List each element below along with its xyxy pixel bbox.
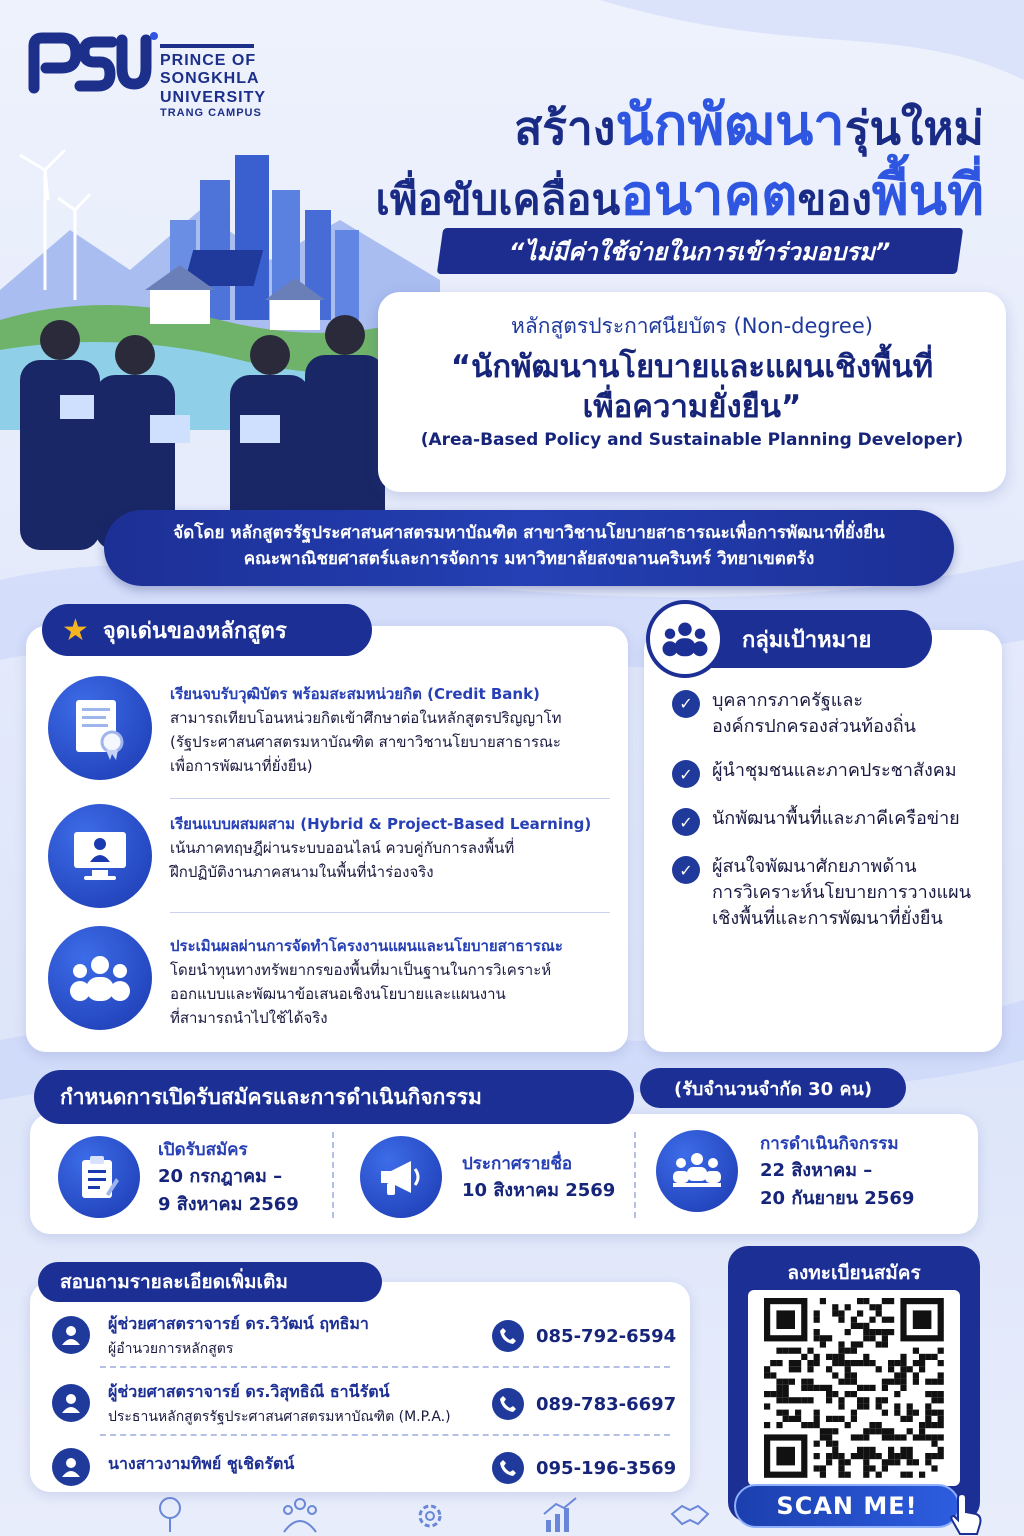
headline-1-highlight: นักพัฒนา — [615, 93, 845, 158]
schedule-2-date-1: 10 สิงหาคม 2569 — [462, 1179, 616, 1201]
phone-icon — [492, 1452, 524, 1484]
check-icon: ✓ — [672, 808, 700, 836]
meeting-icon — [656, 1130, 738, 1212]
target-group-header — [650, 610, 932, 668]
highlight-1-body-2: (รัฐประศาสนศาสตรมหาบัณฑิต สาขาวิชานโยบายสาธารณะ — [170, 733, 561, 751]
schedule-item-3 — [656, 1130, 914, 1213]
contact-title: สอบถามรายละเอียดเพิ่มเติม — [60, 1271, 288, 1293]
schedule-title: กำหนดการเปิดรับสมัครและการดำเนินกิจกรรม — [60, 1084, 482, 1109]
schedule-item-1 — [58, 1136, 299, 1219]
logo-line-1: PRINCE OF — [160, 52, 257, 69]
schedule-item-2 — [360, 1136, 615, 1218]
highlight-2-body-1: เน้นภาคทฤษฎีผ่านระบบออนไลน์ ควบคู่กับการลงพื้นที่ — [170, 839, 515, 857]
schedule-3-date-1: 22 สิงหาคม – — [760, 1160, 873, 1181]
headline-2-highlight-2: พื้นที่ — [871, 163, 984, 228]
contact-1-phone[interactable] — [492, 1320, 676, 1352]
contact-3-phone[interactable] — [492, 1452, 676, 1484]
contact-3-name: นางสาวงามทิพย์ ชูเชิดรัตน์ — [108, 1454, 295, 1473]
target-1-line-1: บุคลากรภาครัฐและ — [712, 690, 864, 711]
university-name — [160, 44, 266, 120]
computer-user-icon — [48, 804, 152, 908]
register-title: ลงทะเบียนสมัคร — [787, 1262, 921, 1284]
highlight-3-title: ประเมินผลผ่านการจัดทำโครงงานแผนและนโยบายสาธารณะ — [170, 937, 563, 955]
highlight-item-2 — [48, 804, 614, 914]
highlights-header — [42, 604, 372, 656]
person-icon — [52, 1384, 90, 1422]
headline-1-post: รุ่นใหม่ — [844, 101, 984, 155]
contact-2-phone[interactable] — [492, 1388, 676, 1420]
highlight-3-body-3: ที่สามารถนำไปใช้ได้จริง — [170, 1009, 328, 1027]
contact-2-role: ประธานหลักสูตรรัฐประศาสนศาสตรมหาบัณฑิต (M.P.A.) — [108, 1409, 451, 1425]
check-icon: ✓ — [672, 856, 700, 884]
certificate-icon — [48, 676, 152, 780]
growth-chart-icon — [540, 1494, 580, 1534]
target-1-line-2: องค์กรปกครองส่วนท้องถิ่น — [712, 716, 916, 738]
separator — [634, 1132, 636, 1218]
course-name-line-2: เพื่อความยั่งยืน” — [582, 389, 802, 426]
course-type: หลักสูตรประกาศนียบัตร (Non-degree) — [511, 314, 873, 338]
headline-2-pre: เพื่อขับเคลื่อน — [375, 175, 621, 224]
highlight-item-3 — [48, 922, 614, 1042]
highlight-2-body-2: ฝึกปฏิบัติงานภาคสนามในพื้นที่นำร่องจริง — [170, 863, 434, 881]
course-info-card — [378, 292, 1006, 492]
target-item-1 — [672, 688, 992, 740]
divider — [170, 798, 610, 799]
logo-line-3: UNIVERSITY — [160, 88, 267, 106]
target-item-2 — [672, 758, 992, 788]
highlight-1-body-3: เพื่อการพัฒนาที่ยั่งยืน) — [170, 757, 313, 775]
target-4-line-1: ผู้สนใจพัฒนาศักยภาพด้าน — [712, 856, 917, 878]
course-name-line-1: “นักพัฒนานโยบายและแผนเชิงพื้นที่ — [450, 349, 934, 385]
scan-me-label: SCAN ME! — [776, 1492, 918, 1520]
check-icon: ✓ — [672, 760, 700, 788]
highlight-3-body-1: โดยนำทุนทางทรัพยากรของพื้นที่มาเป็นฐานในการวิเคราะห์ — [170, 961, 552, 979]
gear-icon — [410, 1494, 450, 1534]
person-icon — [52, 1448, 90, 1486]
contact-3-phone-number: 095-196-3569 — [536, 1457, 677, 1479]
contact-2-phone-number: 089-783-6697 — [536, 1393, 677, 1415]
target-4-line-3: เชิงพื้นที่และการพัฒนาที่ยั่งยืน — [712, 908, 943, 930]
footer-icons — [150, 1494, 710, 1534]
group-icon — [48, 926, 152, 1030]
course-name-english: (Area-Based Policy and Sustainable Planning Developer) — [420, 429, 964, 450]
qr-code-graphic — [748, 1290, 960, 1486]
headline-2-mid: ของ — [797, 175, 872, 224]
logo-line-2: SONGKHLA — [160, 70, 260, 88]
organizer-banner — [104, 510, 954, 586]
target-group-list — [672, 688, 992, 950]
highlight-1-body-1: สามารถเทียบโอนหน่วยกิตเข้าศึกษาต่อในหลักสูตรปริญญาโท — [170, 709, 562, 727]
divider — [170, 912, 610, 913]
schedule-1-date-2: 9 สิงหาคม 2569 — [158, 1193, 299, 1215]
psu-logo — [28, 28, 158, 98]
schedule-header — [34, 1070, 634, 1124]
contact-1-role: ผู้อำนวยการหลักสูตร — [108, 1341, 234, 1357]
target-group-title: กลุ่มเป้าหมาย — [742, 627, 872, 653]
schedule-3-date-2: 20 กันยายน 2569 — [760, 1187, 915, 1209]
schedule-3-label: การดำเนินกิจกรรม — [760, 1134, 899, 1154]
scan-me-button[interactable] — [734, 1484, 960, 1528]
illustration-city-team — [0, 150, 440, 550]
capacity-badge — [640, 1068, 906, 1108]
qr-code[interactable] — [748, 1290, 960, 1486]
phone-icon — [492, 1388, 524, 1420]
megaphone-icon — [360, 1136, 442, 1218]
highlight-3-body-2: ออกแบบและพัฒนาข้อเสนอเชิงนโยบายและแผนงาน — [170, 985, 506, 1003]
community-icon — [280, 1494, 320, 1534]
separator — [100, 1434, 670, 1436]
highlights-title: จุดเด่นของหลักสูตร — [102, 618, 287, 644]
schedule-1-label: เปิดรับสมัคร — [158, 1140, 248, 1160]
contact-row-3 — [52, 1444, 682, 1500]
headline-line-2 — [375, 150, 984, 239]
target-item-4 — [672, 854, 992, 932]
tree-icon — [150, 1494, 190, 1534]
contact-header — [38, 1262, 382, 1302]
headline-2-highlight: อนาคต — [620, 163, 798, 228]
contact-1-name: ผู้ช่วยศาสตราจารย์ ดร.วิวัฒน์ ฤทธิมา — [108, 1314, 369, 1333]
separator — [332, 1132, 334, 1218]
schedule-1-date-1: 20 กรกฎาคม – — [158, 1166, 283, 1187]
schedule-2-label: ประกาศรายชื่อ — [462, 1153, 573, 1174]
highlight-1-title: เรียนจบรับวุฒิบัตร พร้อมสะสมหน่วยกิต (Credit Bank) — [170, 685, 540, 703]
headline-1-pre: สร้าง — [514, 101, 616, 155]
clipboard-icon — [58, 1136, 140, 1218]
highlight-2-title: เรียนแบบผสมผสาม (Hybrid & Project-Based Learning) — [170, 815, 592, 833]
people-icon — [646, 600, 724, 678]
contact-1-phone-number: 085-792-6594 — [536, 1325, 677, 1347]
check-icon: ✓ — [672, 690, 700, 718]
organizer-line-2: คณะพาณิชยศาสตร์และการจัดการ มหาวิทยาลัยสงขลานครินทร์ วิทยาเขตตรัง — [243, 549, 815, 570]
star-icon: ★ — [62, 612, 89, 648]
target-4-line-2: การวิเคราะห์นโยบายการวางแผน — [712, 882, 972, 904]
free-banner-text: “ไม่มีค่าใช้จ่ายในการเข้าร่วมอบรม” — [509, 237, 891, 266]
target-3-line-1: นักพัฒนาพื้นที่และภาคีเครือข่าย — [712, 808, 960, 830]
logo-line-4: TRANG CAMPUS — [160, 107, 262, 120]
separator — [100, 1366, 670, 1368]
highlight-item-1 — [48, 672, 614, 792]
target-item-3 — [672, 806, 992, 836]
handshake-icon — [670, 1494, 710, 1534]
contact-row-1 — [52, 1312, 682, 1368]
pointer-hand-icon — [946, 1492, 986, 1536]
person-icon — [52, 1316, 90, 1354]
contact-row-2 — [52, 1380, 682, 1436]
target-2-line-1: ผู้นำชุมชนและภาคประชาสังคม — [712, 760, 957, 782]
capacity-text: (รับจำนวนจำกัด 30 คน) — [673, 1078, 873, 1100]
free-of-charge-banner — [437, 228, 963, 274]
contact-2-name: ผู้ช่วยศาสตราจารย์ ดร.วิสุทธิณี ธานีรัตน์ — [108, 1382, 390, 1401]
organizer-line-1: จัดโดย หลักสูตรรัฐประศาสนศาสตรมหาบัณฑิต สาขาวิชานโยบายสาธารณะเพื่อการพัฒนาที่ยั่งยืน — [173, 523, 885, 543]
phone-icon — [492, 1320, 524, 1352]
